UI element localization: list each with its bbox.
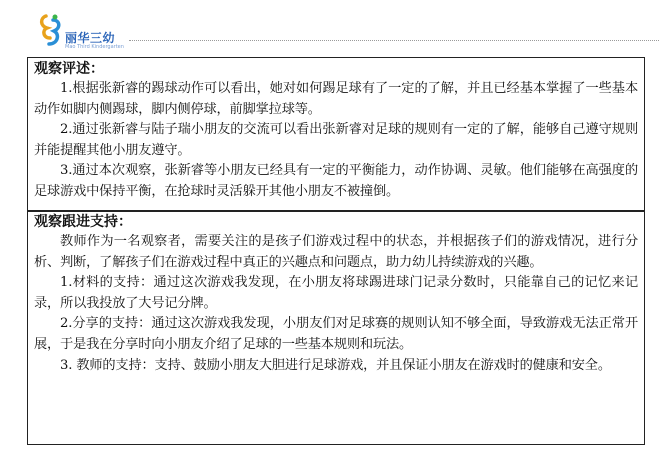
logo-mark-icon: [38, 12, 64, 48]
support-paragraph: 3. 教师的支持：支持、鼓励小朋友大胆进行足球游戏，并且保证小朋友在游戏时的健康和安全。: [60, 357, 611, 373]
support-paragraph: 1.材料的支持：通过这次游戏我发现，在小朋友将球踢进球门记录分数时，只能靠自己的记忆来记录，所以我投放了大号记分牌。: [34, 275, 638, 311]
support-title: 观察跟进支持：: [34, 214, 132, 230]
kindergarten-logo: [38, 12, 138, 52]
page-header: [0, 0, 667, 56]
observation-paragraph: 2.通过张新睿与陆子瑞小朋友的交流可以看出张新睿对足球的规则有一定的了解，能够自己遵守规则并能提醒其他小朋友遵守。: [34, 122, 638, 158]
support-section: [27, 210, 645, 445]
observation-title: 观察评述：: [34, 61, 104, 77]
header-divider: [129, 40, 659, 41]
support-paragraph: 教师作为一名观察者，需要关注的是孩子们游戏过程中的状态，并根据孩子们的游戏情况，进行分析、判断，了解孩子们在游戏过程中真正的兴趣点和问题点，助力幼儿持续游戏的兴趣。: [34, 234, 638, 270]
observation-paragraph: 3.通过本次观察，张新睿等小朋友已经具有一定的平衡能力，动作协调、灵敏。他们能够在高强度的足球游戏中保持平衡，在抢球时灵活躲开其他小朋友不被撞倒。: [34, 163, 638, 199]
logo-name: 丽华三幼: [65, 31, 116, 45]
logo-subtitle: Mao Third Kindergarten: [65, 44, 124, 50]
observation-paragraph: 1.根据张新睿的踢球动作可以看出，她对如何踢足球有了一定的了解，并且已经基本掌握了一些基本动作如脚内侧踢球，脚内侧停球，前脚掌拉球等。: [34, 81, 638, 117]
observation-section: [27, 57, 645, 212]
support-paragraph: 2.分享的支持：通过这次游戏我发现，小朋友们对足球赛的规则认知不够全面，导致游戏无法正常开展，于是我在分享时向小朋友介绍了足球的一些基本规则和玩法。: [34, 316, 638, 352]
